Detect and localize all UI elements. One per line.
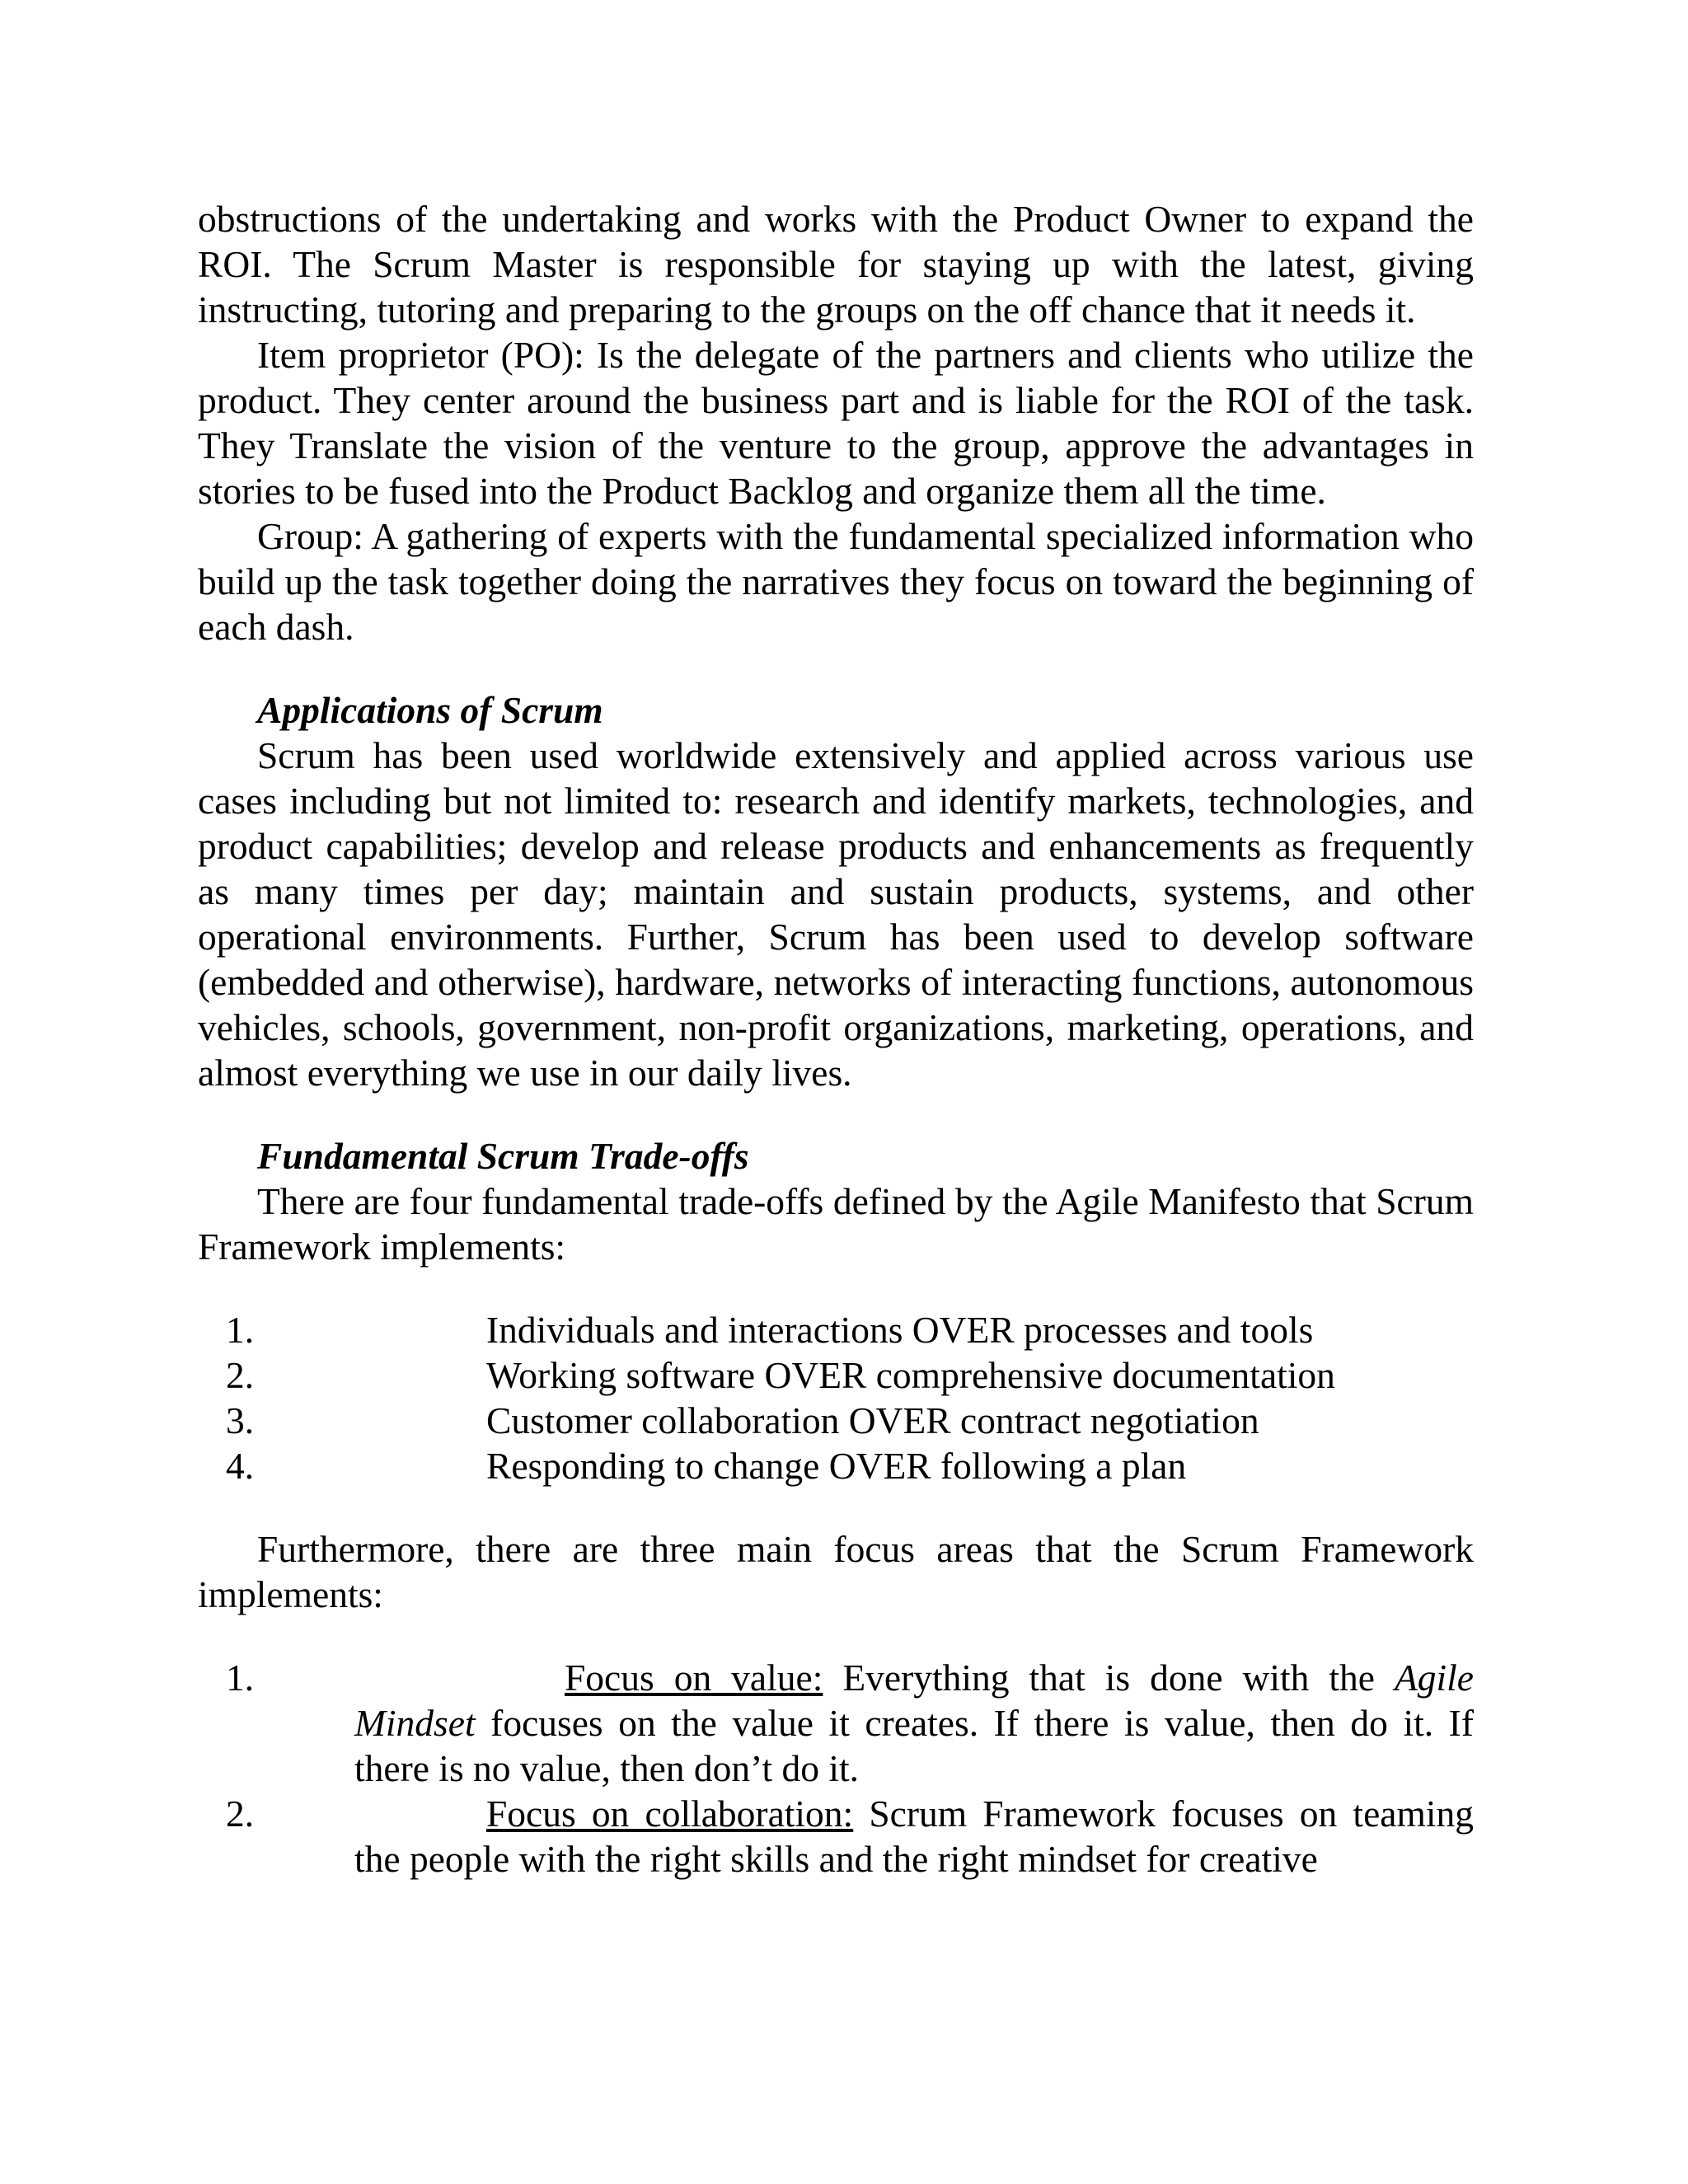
tradeoffs-list	[198, 1307, 1474, 1488]
focus-item-title: Focus on collaboration:	[486, 1793, 854, 1835]
list-number: 2.	[226, 1793, 255, 1835]
focus-item-emphasis: Agile Mindset	[354, 1657, 1474, 1744]
spacer	[198, 1095, 1474, 1133]
spacer	[198, 1269, 1474, 1307]
list-item-text: Working software OVER comprehensive documentation	[486, 1354, 1335, 1396]
heading-tradeoffs: Fundamental Scrum Trade-offs	[257, 1135, 749, 1177]
paragraph-focus-intro: Furthermore, there are three main focus areas that the Scrum Framework implements:	[198, 1528, 1474, 1615]
list-number: 1.	[226, 1657, 255, 1699]
focus-item-text	[354, 1655, 1474, 1791]
list-item	[198, 1443, 1474, 1488]
focus-item-body: Scrum Framework focuses on teaming the people with the right skills and the right mindset for creative	[354, 1793, 1475, 1880]
focus-item-text	[354, 1791, 1474, 1882]
list-number: 2.	[226, 1354, 255, 1396]
focus-item-post: focuses on the value it creates. If there is value, then do it. If there is no value, then don’t do it.	[354, 1702, 1474, 1789]
list-number: 1.	[226, 1309, 255, 1351]
heading-applications: Applications of Scrum	[257, 689, 603, 731]
spacer	[198, 1617, 1474, 1655]
paragraph-applications: Scrum has been used worldwide extensively and applied across various use cases including but not limited to: research and identify markets, technologies, and product capabilities; develop and release products and enhancements as frequently as many times per day; maintain and sustain products, systems, and other operational environments. Further, Scrum has been used to develop software (embedded and otherwise), hardware, networks of interacting functions, autonomous vehicles, schools, government, non-profit organizations, marketing, operations, and almost everything we use in our daily lives.	[198, 734, 1474, 1094]
list-item	[198, 1655, 1474, 1791]
list-item	[198, 1352, 1474, 1398]
list-item-text: Customer collaboration OVER contract negotiation	[486, 1399, 1259, 1441]
focus-item-pre: Everything that is done with the	[823, 1657, 1395, 1699]
focus-areas-list	[198, 1655, 1474, 1882]
list-number: 3.	[226, 1399, 255, 1441]
list-item-text: Individuals and interactions OVER processes and tools	[486, 1309, 1314, 1351]
list-item	[198, 1307, 1474, 1352]
list-item	[198, 1398, 1474, 1443]
spacer	[198, 649, 1474, 687]
focus-item-title: Focus on value:	[565, 1657, 823, 1699]
paragraph-product-owner: Item proprietor (PO): Is the delegate of the partners and clients who utilize the product. They center around the business part and is liable for the ROI of the task. They Translate the vision of the venture to the group, approve the advantages in stories to be fused into the Product Backlog and organize them all the time.	[198, 334, 1474, 512]
paragraph-scrum-master: obstructions of the undertaking and works with the Product Owner to expand the ROI. The Scrum Master is responsible for staying up with the latest, giving instructing, tutoring and preparing to the groups on the off chance that it needs it.	[198, 198, 1474, 330]
spacer	[198, 1488, 1474, 1526]
document-page	[198, 196, 1474, 1882]
paragraph-group: Group: A gathering of experts with the fundamental specialized information who build up the task together doing the narratives they focus on toward the beginning of each dash.	[198, 515, 1474, 648]
list-item-text: Responding to change OVER following a plan	[486, 1445, 1187, 1487]
list-number: 4.	[226, 1445, 255, 1487]
list-item	[198, 1791, 1474, 1882]
paragraph-tradeoffs-intro: There are four fundamental trade-offs defined by the Agile Manifesto that Scrum Framework implements:	[198, 1180, 1474, 1268]
